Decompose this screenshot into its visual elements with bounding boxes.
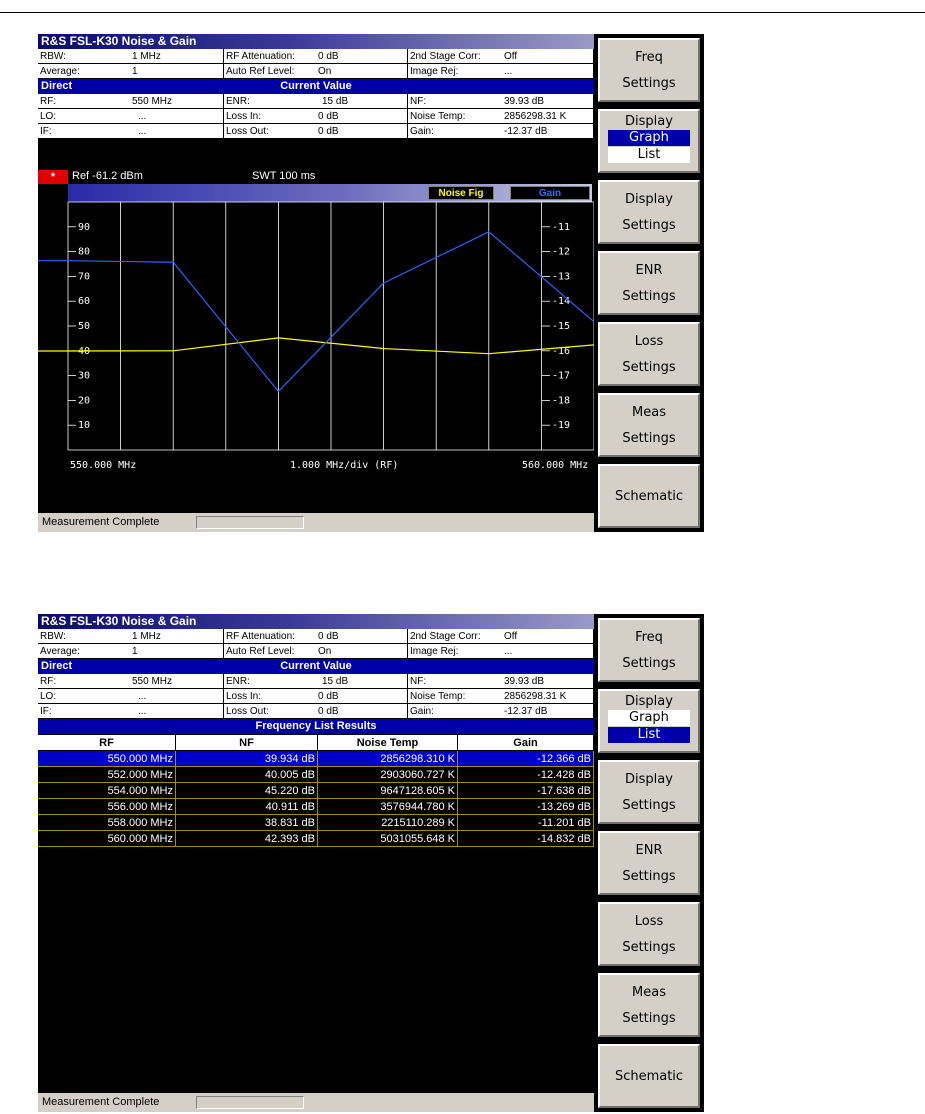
noise-temp-value: 2856298.31 K: [504, 111, 567, 122]
current-row-3: [38, 124, 594, 139]
status-bar: [38, 1093, 594, 1112]
legend-noise-fig[interactable]: Noise Fig: [428, 186, 494, 200]
display-settings-line2: Settings: [622, 218, 676, 233]
y-left-tick-label: 80: [78, 246, 91, 258]
display-settings-line1: Display: [625, 772, 673, 787]
enr-value: 15 dB: [322, 96, 349, 107]
loss-out-label: Loss Out:: [226, 126, 269, 137]
direct-bar: [38, 659, 594, 674]
ref-level: Ref -61.2 dBm: [72, 170, 143, 182]
loss-out-value: 0 dB: [318, 126, 339, 137]
cell-gain: -13.269 dB: [458, 799, 594, 815]
image-rej-value: ...: [504, 66, 513, 77]
freq-settings-button[interactable]: [598, 618, 700, 682]
loss-in-value: 0 dB: [318, 111, 339, 122]
display-settings-line1: Display: [625, 192, 673, 207]
schematic-label: Schematic: [614, 489, 684, 504]
current-value-heading: Current Value: [280, 660, 352, 672]
rbw-label: RBW:: [40, 51, 66, 62]
cell-noise-temp: 2856298.310 K: [318, 751, 458, 767]
cell-noise-temp: 3576944.780 K: [318, 799, 458, 815]
if-label: IF:: [40, 126, 52, 137]
noise-temp-label: Noise Temp:: [410, 691, 466, 702]
table-row[interactable]: [38, 831, 594, 847]
loss-settings-line1: Loss: [634, 914, 664, 929]
legend-gain[interactable]: Gain: [510, 186, 590, 200]
cell-gain: -14.832 dB: [458, 831, 594, 847]
cell-noise-temp: 5031055.648 K: [318, 831, 458, 847]
meas-settings-line1: Meas: [632, 985, 666, 1000]
if-value: ...: [138, 126, 147, 137]
app-title: R&S FSL-K30 Noise & Gain: [38, 34, 594, 49]
average-value: 1: [132, 646, 138, 657]
cell-noise-temp: 2215110.289 K: [318, 815, 458, 831]
cell-gain: -12.428 dB: [458, 767, 594, 783]
cell-rf: 556.000 MHz: [38, 799, 176, 815]
lo-value: ...: [138, 111, 147, 122]
y-left-tick-label: 40: [78, 345, 91, 357]
y-left-tick-label: 60: [78, 296, 91, 308]
page-top-rule: [0, 12, 925, 13]
auto-ref-label: Auto Ref Level:: [226, 646, 295, 657]
noise-temp-value: 2856298.31 K: [504, 691, 567, 702]
if-value: ...: [138, 706, 147, 717]
table-row[interactable]: [38, 751, 594, 767]
y-right-tick-label: -12: [552, 246, 571, 258]
display-option-graph[interactable]: Graph: [608, 710, 690, 726]
y-left-tick-label: 70: [78, 271, 91, 283]
nf-value: 39.93 dB: [504, 96, 545, 107]
freq-settings-line1: Freq: [635, 50, 663, 65]
enr-settings-line1: ENR: [635, 263, 663, 278]
display-option-list[interactable]: List: [608, 727, 690, 743]
enr-label: ENR:: [226, 676, 250, 687]
table-row[interactable]: [38, 767, 594, 783]
display-option-graph[interactable]: Graph: [608, 130, 690, 146]
loss-settings-button[interactable]: [598, 322, 700, 386]
schematic-button[interactable]: [598, 1044, 700, 1108]
meas-settings-button[interactable]: [598, 973, 700, 1037]
x-center-label: 1.000 MHz/div (RF): [290, 460, 399, 471]
table-header: [38, 735, 594, 751]
loss-settings-line2: Settings: [622, 360, 676, 375]
rf-attenuation-value: 0 dB: [318, 631, 339, 642]
gain-value: -12.37 dB: [504, 126, 548, 137]
y-left-tick-label: 90: [78, 221, 91, 233]
rf-attenuation-label: RF Attenuation:: [226, 631, 295, 642]
y-right-tick-label: -16: [552, 345, 571, 357]
y-left-tick-label: 30: [78, 370, 91, 382]
table-row[interactable]: [38, 799, 594, 815]
gain-label: Gain:: [410, 706, 434, 717]
settings-row-1: [38, 629, 594, 644]
loss-in-value: 0 dB: [318, 691, 339, 702]
rf-attenuation-label: RF Attenuation:: [226, 51, 295, 62]
noise-gain-plot: [38, 170, 594, 479]
nf-label: NF:: [410, 96, 427, 107]
softkey-panel: [594, 34, 704, 532]
cell-nf: 39.934 dB: [176, 751, 318, 767]
y-right-tick-label: -13: [552, 271, 571, 283]
status-filler: [306, 1096, 594, 1112]
cell-gain: -17.638 dB: [458, 783, 594, 799]
current-row-1: [38, 94, 594, 109]
softkey-panel: [594, 614, 704, 1112]
cell-rf: 554.000 MHz: [38, 783, 176, 799]
freq-settings-line2: Settings: [622, 656, 676, 671]
rf-value: 550 MHz: [132, 96, 173, 107]
y-left-tick-label: 10: [78, 420, 91, 432]
gain-value: -12.37 dB: [504, 706, 548, 717]
marker-star-icon: *: [38, 170, 68, 184]
list-title: Frequency List Results: [255, 720, 377, 732]
loss-out-label: Loss Out:: [226, 706, 269, 717]
x-stop-label: 560.000 MHz: [522, 460, 589, 471]
auto-ref-value: On: [318, 646, 332, 657]
settings-row-1: [38, 49, 594, 64]
y-right-tick-label: -17: [552, 370, 571, 382]
col-rf: RF: [38, 735, 176, 751]
status-field: [196, 516, 304, 529]
loss-settings-line2: Settings: [622, 940, 676, 955]
x-start-label: 550.000 MHz: [70, 460, 137, 471]
list-title-bar: [38, 719, 594, 734]
status-message: Measurement Complete: [42, 516, 160, 528]
cell-rf: 552.000 MHz: [38, 767, 176, 783]
settings-row-2: [38, 64, 594, 79]
status-field: [196, 1096, 304, 1109]
rf-label: RF:: [40, 676, 57, 687]
rbw-value: 1 MHz: [132, 631, 161, 642]
image-rej-label: Image Rej:: [410, 646, 459, 657]
schematic-button[interactable]: [598, 464, 700, 528]
y-right-tick-label: -14: [552, 296, 571, 308]
enr-label: ENR:: [226, 96, 250, 107]
cell-noise-temp: 2903060.727 K: [318, 767, 458, 783]
current-row-3: [38, 704, 594, 719]
gain-label: Gain:: [410, 126, 434, 137]
second-stage-value: Off: [504, 51, 518, 62]
cell-nf: 40.911 dB: [176, 799, 318, 815]
average-label: Average:: [40, 646, 80, 657]
if-label: IF:: [40, 706, 52, 717]
current-row-2: [38, 109, 594, 124]
average-label: Average:: [40, 66, 80, 77]
current-row-2: [38, 689, 594, 704]
cell-nf: 45.220 dB: [176, 783, 318, 799]
rf-attenuation-value: 0 dB: [318, 51, 339, 62]
second-stage-label: 2nd Stage Corr:: [410, 51, 481, 62]
nf-label: NF:: [410, 676, 427, 687]
freq-settings-line2: Settings: [622, 76, 676, 91]
table-row[interactable]: [38, 815, 594, 831]
cell-nf: 38.831 dB: [176, 815, 318, 831]
analyzer-screen-graph: [38, 34, 704, 532]
display-settings-button[interactable]: [598, 180, 700, 244]
display-settings-line2: Settings: [622, 798, 676, 813]
settings-row-2: [38, 644, 594, 659]
enr-settings-button[interactable]: [598, 251, 700, 315]
y-right-tick-label: -19: [552, 420, 571, 432]
loss-in-label: Loss In:: [226, 111, 262, 122]
current-value-heading: Current Value: [280, 80, 352, 92]
freq-settings-line1: Freq: [635, 630, 663, 645]
loss-settings-button[interactable]: [598, 902, 700, 966]
col-nf: NF: [176, 735, 318, 751]
display-toggle-label: Display: [625, 114, 673, 129]
lo-label: LO:: [40, 111, 57, 122]
display-option-list[interactable]: List: [608, 147, 690, 163]
analyzer-screen-list: [38, 614, 704, 1112]
graph-area: [38, 170, 594, 479]
cell-rf: 560.000 MHz: [38, 831, 176, 847]
direct-heading: Direct: [41, 660, 73, 672]
display-toggle-label: Display: [625, 694, 673, 709]
lo-value: ...: [138, 691, 147, 702]
second-stage-value: Off: [504, 631, 518, 642]
meas-settings-line2: Settings: [622, 1011, 676, 1026]
meas-settings-button[interactable]: [598, 393, 700, 457]
app-title: R&S FSL-K30 Noise & Gain: [38, 614, 594, 629]
loss-out-value: 0 dB: [318, 706, 339, 717]
enr-settings-line2: Settings: [622, 289, 676, 304]
cell-gain: -12.366 dB: [458, 751, 594, 767]
y-right-tick-label: -15: [552, 321, 571, 332]
display-toggle-button[interactable]: [598, 109, 700, 173]
col-noise-temp: Noise Temp: [318, 735, 458, 751]
direct-bar: [38, 79, 594, 94]
enr-settings-line1: ENR: [635, 843, 663, 858]
freq-settings-button[interactable]: [598, 38, 700, 102]
enr-value: 15 dB: [322, 676, 349, 687]
enr-settings-line2: Settings: [622, 869, 676, 884]
col-gain: Gain: [458, 735, 594, 751]
loss-in-label: Loss In:: [226, 691, 262, 702]
cell-gain: -11.201 dB: [458, 815, 594, 831]
cell-rf: 558.000 MHz: [38, 815, 176, 831]
average-value: 1: [132, 66, 138, 77]
meas-settings-line2: Settings: [622, 431, 676, 446]
display-settings-button[interactable]: [598, 760, 700, 824]
rbw-label: RBW:: [40, 631, 66, 642]
rf-label: RF:: [40, 96, 57, 107]
rbw-value: 1 MHz: [132, 51, 161, 62]
current-row-1: [38, 674, 594, 689]
cell-noise-temp: 9647128.605 K: [318, 783, 458, 799]
status-message: Measurement Complete: [42, 1096, 160, 1108]
status-bar: [38, 513, 594, 532]
status-filler: [306, 516, 594, 532]
direct-heading: Direct: [41, 80, 73, 92]
cell-rf: 550.000 MHz: [38, 751, 176, 767]
y-right-tick-label: -11: [552, 221, 571, 233]
table-row[interactable]: [38, 783, 594, 799]
lo-label: LO:: [40, 691, 57, 702]
meas-settings-line1: Meas: [632, 405, 666, 420]
cell-nf: 42.393 dB: [176, 831, 318, 847]
auto-ref-value: On: [318, 66, 332, 77]
second-stage-label: 2nd Stage Corr:: [410, 631, 481, 642]
sweep-time: SWT 100 ms: [252, 170, 316, 182]
rf-value: 550 MHz: [132, 676, 173, 687]
y-left-tick-label: 50: [78, 321, 91, 332]
enr-settings-button[interactable]: [598, 831, 700, 895]
y-right-tick-label: -18: [552, 395, 571, 407]
cell-nf: 40.005 dB: [176, 767, 318, 783]
loss-settings-line1: Loss: [634, 334, 664, 349]
schematic-label: Schematic: [614, 1069, 684, 1084]
nf-value: 39.93 dB: [504, 676, 545, 687]
display-toggle-button[interactable]: [598, 689, 700, 753]
image-rej-label: Image Rej:: [410, 66, 459, 77]
image-rej-value: ...: [504, 646, 513, 657]
noise-temp-label: Noise Temp:: [410, 111, 466, 122]
auto-ref-label: Auto Ref Level:: [226, 66, 295, 77]
y-left-tick-label: 20: [78, 395, 91, 407]
